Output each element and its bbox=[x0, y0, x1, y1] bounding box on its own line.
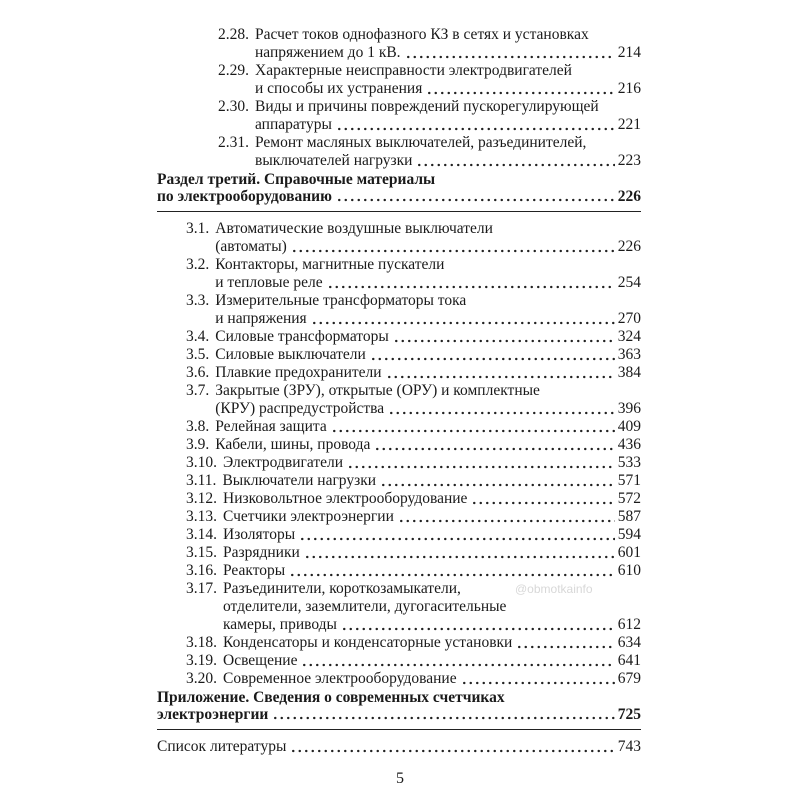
entry-text: Силовые выключатели bbox=[215, 346, 366, 363]
entry-line bbox=[223, 670, 641, 688]
entry-line bbox=[223, 634, 641, 652]
page-ref: 571 bbox=[617, 472, 641, 489]
toc-entry[interactable] bbox=[186, 382, 641, 418]
page-ref: 436 bbox=[617, 436, 641, 453]
entry-text: Плавкие предохранители bbox=[215, 364, 382, 381]
dot-leader bbox=[347, 455, 615, 469]
entry-number: 2.28. bbox=[218, 26, 249, 43]
dot-leader bbox=[370, 347, 615, 361]
entry-title bbox=[157, 690, 641, 723]
entry-line bbox=[215, 238, 641, 256]
toc-entry[interactable] bbox=[186, 346, 641, 364]
entry-title bbox=[223, 508, 641, 526]
entry-line bbox=[223, 544, 641, 562]
entry-text: и тепловые реле bbox=[215, 274, 323, 291]
entry-number: 3.4. bbox=[186, 328, 210, 345]
entry-line bbox=[255, 44, 641, 62]
dot-leader bbox=[336, 117, 615, 131]
entry-line bbox=[215, 274, 641, 292]
dot-leader bbox=[393, 329, 615, 343]
entry-text: Изоляторы bbox=[223, 526, 296, 543]
entry-number: 2.31. bbox=[218, 134, 249, 151]
entry-line bbox=[215, 364, 641, 382]
entry-text: по электрооборудованию bbox=[157, 188, 332, 205]
toc-entry[interactable] bbox=[218, 26, 641, 62]
entry-title bbox=[223, 544, 641, 562]
toc-entry[interactable] bbox=[186, 526, 641, 544]
entry-line bbox=[215, 328, 641, 346]
dot-leader bbox=[336, 188, 615, 202]
entry-title bbox=[215, 346, 641, 364]
entry-line bbox=[223, 454, 641, 472]
entry-text: Силовые трансформаторы bbox=[215, 328, 389, 345]
entry-number: 3.13. bbox=[186, 508, 217, 525]
entry-line bbox=[222, 472, 641, 490]
entry-title bbox=[222, 472, 641, 490]
entry-text: (КРУ) распредустройства bbox=[215, 400, 385, 417]
entry-title bbox=[255, 26, 641, 62]
entry-line bbox=[215, 292, 641, 310]
page-ref: 363 bbox=[617, 346, 641, 363]
page-ref: 221 bbox=[617, 116, 641, 133]
entry-text: аппаратуры bbox=[255, 116, 332, 133]
page-ref: 679 bbox=[617, 670, 641, 687]
entry-title bbox=[223, 634, 641, 652]
entry-text: и напряжения bbox=[215, 310, 307, 327]
toc-entry[interactable] bbox=[186, 328, 641, 346]
entry-title bbox=[223, 562, 641, 580]
dot-leader bbox=[380, 473, 615, 487]
entry-line bbox=[255, 152, 641, 170]
entry-title bbox=[215, 292, 641, 328]
toc-entry[interactable] bbox=[218, 62, 641, 98]
page-ref: 572 bbox=[617, 490, 641, 507]
toc-entry[interactable] bbox=[186, 364, 641, 382]
entry-text: Выключатели нагрузки bbox=[222, 472, 377, 489]
entry-title bbox=[215, 364, 641, 382]
dot-leader bbox=[426, 81, 614, 95]
entry-text: Раздел третий. Справочные материалы bbox=[157, 171, 436, 188]
entry-number: 3.5. bbox=[186, 346, 210, 363]
section-heading[interactable] bbox=[157, 690, 641, 723]
entry-line bbox=[223, 598, 641, 616]
section-divider bbox=[157, 211, 641, 212]
entry-number: 3.14. bbox=[186, 526, 217, 543]
dot-leader bbox=[341, 617, 615, 631]
entry-text: Современное электрооборудование bbox=[223, 670, 457, 687]
entry-title bbox=[223, 526, 641, 544]
page-ref: 254 bbox=[617, 274, 641, 291]
entry-text: отделители, заземлители, дугогасительные bbox=[223, 598, 507, 615]
entry-text: выключателей нагрузки bbox=[255, 152, 413, 169]
page-ref: 594 bbox=[617, 526, 641, 543]
entry-number: 3.1. bbox=[186, 220, 210, 237]
dot-leader bbox=[331, 419, 615, 433]
dot-leader bbox=[290, 739, 614, 753]
entry-line bbox=[255, 116, 641, 134]
entry-number: 3.18. bbox=[186, 634, 217, 651]
entry-text: Освещение bbox=[223, 652, 298, 669]
entry-number: 3.2. bbox=[186, 256, 210, 273]
page-ref: 533 bbox=[617, 454, 641, 471]
entry-number: 3.16. bbox=[186, 562, 217, 579]
entry-text: Характерные неисправности электродвигателей bbox=[255, 62, 572, 79]
toc-entry[interactable] bbox=[186, 670, 641, 688]
entry-text: (автоматы) bbox=[215, 238, 287, 255]
entry-text: Контакторы, магнитные пускатели bbox=[215, 256, 445, 273]
toc-entry[interactable] bbox=[186, 256, 641, 292]
page-ref: 223 bbox=[617, 152, 641, 169]
section-divider bbox=[157, 729, 641, 730]
entry-number: 3.7. bbox=[186, 382, 210, 399]
toc-entry[interactable] bbox=[186, 508, 641, 526]
entry-text: Список литературы bbox=[157, 738, 287, 755]
page-ref: 587 bbox=[617, 508, 641, 525]
dot-leader bbox=[374, 437, 614, 451]
page-ref: 384 bbox=[617, 364, 641, 381]
page-ref: 725 bbox=[617, 706, 641, 723]
entry-number: 3.11. bbox=[186, 472, 217, 489]
entry-text: Ремонт масляных выключателей, разъединителей, bbox=[255, 134, 587, 151]
entry-number: 2.30. bbox=[218, 98, 249, 115]
entry-title bbox=[223, 454, 641, 472]
page-ref: 270 bbox=[617, 310, 641, 327]
dot-leader bbox=[299, 527, 615, 541]
entry-line bbox=[215, 382, 641, 400]
entry-line bbox=[157, 706, 641, 723]
toc-entry[interactable] bbox=[186, 220, 641, 256]
entry-text: Разрядники bbox=[223, 544, 300, 561]
entry-title bbox=[215, 418, 641, 436]
entry-title bbox=[223, 670, 641, 688]
watermark: @obmotkainfo bbox=[515, 582, 593, 596]
entry-text: Счетчики электроэнергии bbox=[223, 508, 394, 525]
page-ref: 324 bbox=[617, 328, 641, 345]
toc-entry[interactable] bbox=[186, 544, 641, 562]
entry-text: Электродвигатели bbox=[223, 454, 344, 471]
entry-text: напряжением до 1 кВ. bbox=[255, 44, 401, 61]
entry-line bbox=[215, 400, 641, 418]
entry-text: и способы их устранения bbox=[255, 80, 423, 97]
entry-number: 3.17. bbox=[186, 580, 217, 597]
entry-title bbox=[215, 382, 641, 418]
entry-line bbox=[255, 134, 641, 152]
entry-title bbox=[255, 134, 641, 170]
entry-title bbox=[255, 62, 641, 98]
dot-leader bbox=[416, 153, 614, 167]
table-of-contents bbox=[157, 26, 641, 756]
entry-number: 3.3. bbox=[186, 292, 210, 309]
page-ref: 641 bbox=[617, 652, 641, 669]
entry-line bbox=[215, 310, 641, 328]
toc-entry[interactable] bbox=[186, 562, 641, 580]
entry-text: Низковольтное электрооборудование bbox=[223, 490, 468, 507]
page-ref: 409 bbox=[617, 418, 641, 435]
entry-line bbox=[157, 188, 641, 205]
entry-number: 3.15. bbox=[186, 544, 217, 561]
entry-title bbox=[215, 328, 641, 346]
page-ref: 214 bbox=[617, 44, 641, 61]
entry-text: Виды и причины повреждений пускорегулирующей bbox=[255, 98, 599, 115]
entry-text: Кабели, шины, провода bbox=[215, 436, 371, 453]
dot-leader bbox=[388, 401, 615, 415]
entry-number: 3.19. bbox=[186, 652, 217, 669]
entry-title bbox=[215, 436, 641, 454]
entry-title bbox=[215, 220, 641, 256]
entry-title bbox=[157, 172, 641, 205]
entry-title bbox=[215, 256, 641, 292]
toc-entry[interactable] bbox=[186, 634, 641, 652]
entry-line bbox=[215, 346, 641, 364]
entry-line bbox=[215, 256, 641, 274]
dot-leader bbox=[272, 706, 614, 720]
page-ref: 612 bbox=[617, 616, 641, 633]
page-ref: 396 bbox=[617, 400, 641, 417]
entry-text: Реакторы bbox=[223, 562, 286, 579]
toc-entry[interactable] bbox=[186, 436, 641, 454]
entry-line bbox=[215, 436, 641, 454]
page-ref: 226 bbox=[617, 188, 641, 205]
dot-leader bbox=[291, 239, 615, 253]
entry-line bbox=[215, 220, 641, 238]
entry-title bbox=[223, 652, 641, 670]
toc-entry[interactable] bbox=[186, 292, 641, 328]
entry-text: Закрытые (ЗРУ), открытые (ОРУ) и комплектные bbox=[215, 382, 540, 399]
page-ref: 216 bbox=[617, 80, 641, 97]
entry-line bbox=[223, 508, 641, 526]
toc-entry[interactable] bbox=[186, 454, 641, 472]
entry-text: электроэнергии bbox=[157, 706, 269, 723]
toc-entry[interactable] bbox=[218, 98, 641, 134]
entry-line bbox=[157, 690, 641, 706]
entry-number: 3.6. bbox=[186, 364, 210, 381]
entry-number: 2.29. bbox=[218, 62, 249, 79]
entry-number: 3.12. bbox=[186, 490, 217, 507]
entry-line bbox=[255, 80, 641, 98]
entry-title bbox=[223, 490, 641, 508]
dot-leader bbox=[461, 671, 615, 685]
entry-line bbox=[255, 26, 641, 44]
page-number: 5 bbox=[396, 770, 404, 787]
toc-entry[interactable] bbox=[186, 490, 641, 508]
entry-line bbox=[223, 616, 641, 634]
dot-leader bbox=[398, 509, 615, 523]
dot-leader bbox=[386, 365, 615, 379]
entry-text: Измерительные трансформаторы тока bbox=[215, 292, 467, 309]
toc-entry[interactable] bbox=[218, 134, 641, 170]
entry-line bbox=[223, 526, 641, 544]
dot-leader bbox=[289, 563, 615, 577]
entry-number: 3.9. bbox=[186, 436, 210, 453]
entry-text: Релейная защита bbox=[215, 418, 327, 435]
entry-line bbox=[255, 62, 641, 80]
entry-line bbox=[157, 738, 641, 756]
entry-line bbox=[223, 490, 641, 508]
entry-text: Конденсаторы и конденсаторные установки bbox=[223, 634, 513, 651]
page-ref: 601 bbox=[617, 544, 641, 561]
toc-entry[interactable] bbox=[186, 418, 641, 436]
entry-line bbox=[157, 172, 641, 188]
entry-text: Автоматические воздушные выключатели bbox=[215, 220, 493, 237]
entry-line bbox=[223, 652, 641, 670]
page-ref: 743 bbox=[617, 738, 641, 755]
entry-line bbox=[255, 98, 641, 116]
toc-entry[interactable] bbox=[186, 652, 641, 670]
entry-text: Приложение. Сведения о современных счетчиках bbox=[157, 689, 505, 706]
toc-entry[interactable] bbox=[186, 472, 641, 490]
dot-leader bbox=[405, 45, 615, 59]
entry-line bbox=[215, 418, 641, 436]
dot-leader bbox=[327, 275, 615, 289]
entry-line bbox=[223, 562, 641, 580]
entry-text: Разъединители, короткозамыкатели, bbox=[223, 580, 461, 597]
entry-number: 3.8. bbox=[186, 418, 210, 435]
page-ref: 610 bbox=[617, 562, 641, 579]
entry-title bbox=[157, 738, 641, 756]
page-ref: 226 bbox=[617, 238, 641, 255]
entry-title bbox=[255, 98, 641, 134]
page-ref: 634 bbox=[617, 634, 641, 651]
toc-entry[interactable] bbox=[157, 738, 641, 756]
dot-leader bbox=[516, 635, 614, 649]
entry-number: 3.10. bbox=[186, 454, 217, 471]
entry-number: 3.20. bbox=[186, 670, 217, 687]
dot-leader bbox=[311, 311, 615, 325]
dot-leader bbox=[471, 491, 614, 505]
dot-leader bbox=[301, 653, 614, 667]
entry-text: Расчет токов однофазного КЗ в сетях и установках bbox=[255, 26, 589, 43]
dot-leader bbox=[304, 545, 615, 559]
section-heading[interactable] bbox=[157, 172, 641, 205]
entry-text: камеры, приводы bbox=[223, 616, 337, 633]
